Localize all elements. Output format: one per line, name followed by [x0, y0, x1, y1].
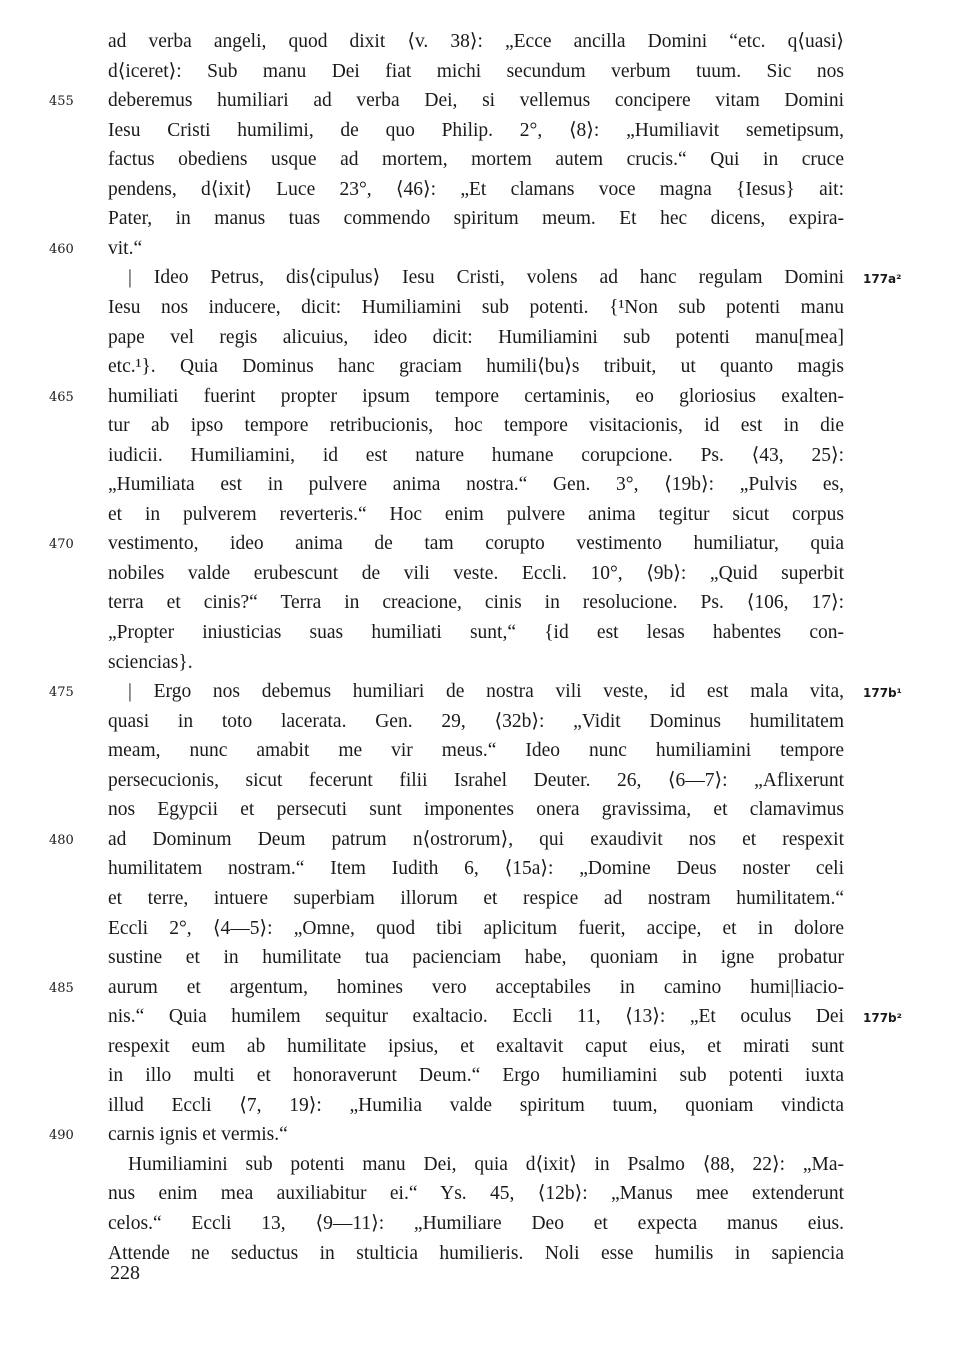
folio-mark: 177b² — [863, 1011, 902, 1026]
text-line: humilitatem nostram.“ Item Iudith 6, ⟨15a⟩: „Domine Deus noster celi — [108, 858, 844, 880]
text-line: aurum et argentum, homines vero acceptabiles in camino humi|liacio- — [108, 976, 844, 998]
line-number: 490 — [49, 1128, 74, 1144]
text-line: Pater, in manus tuas commendo spiritum meum. Et hec dicens, expira- — [108, 208, 844, 230]
text-line: tur ab ipso tempore retribucionis, hoc tempore visitacionis, id est in die — [108, 415, 844, 437]
text-line: pendens, d⟨ixit⟩ Luce 23°, ⟨46⟩: „Et clamans voce magna {Iesus} ait: — [108, 178, 844, 200]
text-line: illud Eccli ⟨7, 19⟩: „Humilia valde spiritum tuum, quoniam vindicta — [108, 1094, 844, 1116]
text-line: et terre, intuere superbiam illorum et respice ad nostram humilitatem.“ — [108, 887, 844, 909]
text-line: sustine et in humilitate tua pacienciam habe, quoniam in igne probatur — [108, 947, 844, 969]
line-number: 480 — [49, 832, 74, 848]
text-line: d⟨iceret⟩: Sub manu Dei fiat michi secundum verbum tuum. Sic nos — [108, 60, 844, 82]
text-line: „Humiliata est in pulvere anima nostra.“ Gen. 3°, ⟨19b⟩: „Pulvis es, — [108, 474, 844, 496]
text-line: | Ideo Petrus, dis⟨cipulus⟩ Iesu Cristi, volens ad hanc regulam Domini — [128, 267, 844, 289]
text-line: Eccli 2°, ⟨4—5⟩: „Omne, quod tibi aplicitum fuerit, accipe, et in dolore — [108, 917, 844, 939]
text-line: iudicii. Humiliamini, id est nature humane corupcione. Ps. ⟨43, 25⟩: — [108, 444, 844, 466]
folio-mark: 177a² — [863, 272, 902, 287]
text-line: nus enim mea auxiliabitur ei.“ Ys. 45, ⟨12b⟩: „Manus mee extenderunt — [108, 1183, 844, 1205]
text-line: Attende ne seductus in stulticia humilieris. Noli esse humilis in sapiencia — [108, 1242, 844, 1264]
text-line: carnis ignis et vermis.“ — [108, 1124, 288, 1146]
line-number: 460 — [49, 241, 74, 257]
text-line: ad verba angeli, quod dixit ⟨v. 38⟩: „Ecce ancilla Domini “etc. q⟨uasi⟩ — [108, 31, 844, 52]
text-line: persecucionis, sicut fecerunt filii Israhel Deuter. 26, ⟨6—7⟩: „Aflixerunt — [108, 769, 844, 791]
text-line: pape vel regis alicuius, ideo dicit: Humiliamini sub potenti manu[mea] — [108, 326, 844, 348]
line-number: 465 — [49, 389, 74, 405]
text-line: terra et cinis?“ Terra in creacione, cinis in resolucione. Ps. ⟨106, 17⟩: — [108, 592, 844, 614]
line-number: 470 — [49, 537, 74, 553]
text-line: | Ergo nos debemus humiliari de nostra vili veste, id est mala vita, — [128, 681, 844, 703]
text-line: humiliati fuerint propter ipsum tempore certaminis, eo gloriosius exalten- — [108, 385, 844, 407]
text-line: quasi in toto lacerata. Gen. 29, ⟨32b⟩: „Vidit Dominus humilitatem — [108, 710, 844, 732]
text-line: nobiles valde erubescunt de vili veste. Eccli. 10°, ⟨9b⟩: „Quid superbit — [108, 562, 844, 584]
text-line: Iesu nos inducere, dicit: Humiliamini sub potenti. {¹Non sub potenti manu — [108, 296, 844, 318]
text-line: nos Egypcii et persecuti sunt imponentes onera gravissima, et clamavimus — [108, 799, 844, 821]
text-line: ad Dominum Deum patrum n⟨ostrorum⟩, qui exaudivit nos et respexit — [108, 828, 844, 850]
line-number: 475 — [49, 685, 74, 701]
text-line: in illo multi et honoraverunt Deum.“ Ergo humiliamini sub potenti iuxta — [108, 1065, 844, 1087]
text-line: etc.¹}. Quia Dominus hanc graciam humili⟨bu⟩s tribuit, ut quanto magis — [108, 356, 844, 378]
text-line: Iesu Cristi humilimi, de quo Philip. 2°, ⟨8⟩: „Humiliavit semetipsum, — [108, 119, 844, 141]
line-number: 455 — [49, 94, 74, 110]
text-line: sciencias}. — [108, 651, 193, 673]
text-line: vestimento, ideo anima de tam corupto vestimento humiliatur, quia — [108, 533, 844, 555]
folio-mark: 177b¹ — [863, 686, 902, 701]
text-line: Humiliamini sub potenti manu Dei, quia d⟨ixit⟩ in Psalmo ⟨88, 22⟩: „Ma- — [128, 1153, 844, 1175]
text-line: respexit eum ab humilitate ipsius, et exaltavit caput eius, et mirati sunt — [108, 1035, 844, 1057]
text-line: vit.“ — [108, 237, 143, 259]
text-line: factus obediens usque ad mortem, mortem autem crucis.“ Qui in cruce — [108, 149, 844, 171]
text-line: „Propter iniusticias suas humiliati sunt,“ {id est lesas habentes con- — [108, 622, 844, 643]
text-line: nis.“ Quia humilem sequitur exaltacio. Eccli 11, ⟨13⟩: „Et oculus Dei — [108, 1006, 844, 1028]
text-line: et in pulverem reverteris.“ Hoc enim pulvere anima tegitur sicut corpus — [108, 503, 844, 525]
text-line: deberemus humiliari ad verba Dei, si vellemus concipere vitam Domini — [108, 90, 844, 112]
text-line: meam, nunc amabit me vir meus.“ Ideo nunc humiliamini tempore — [108, 740, 844, 762]
line-number: 485 — [49, 980, 74, 996]
text-line: celos.“ Eccli 13, ⟨9—11⟩: „Humiliare Deo et expecta manus eius. — [108, 1213, 844, 1234]
page-number: 228 — [110, 1262, 140, 1284]
